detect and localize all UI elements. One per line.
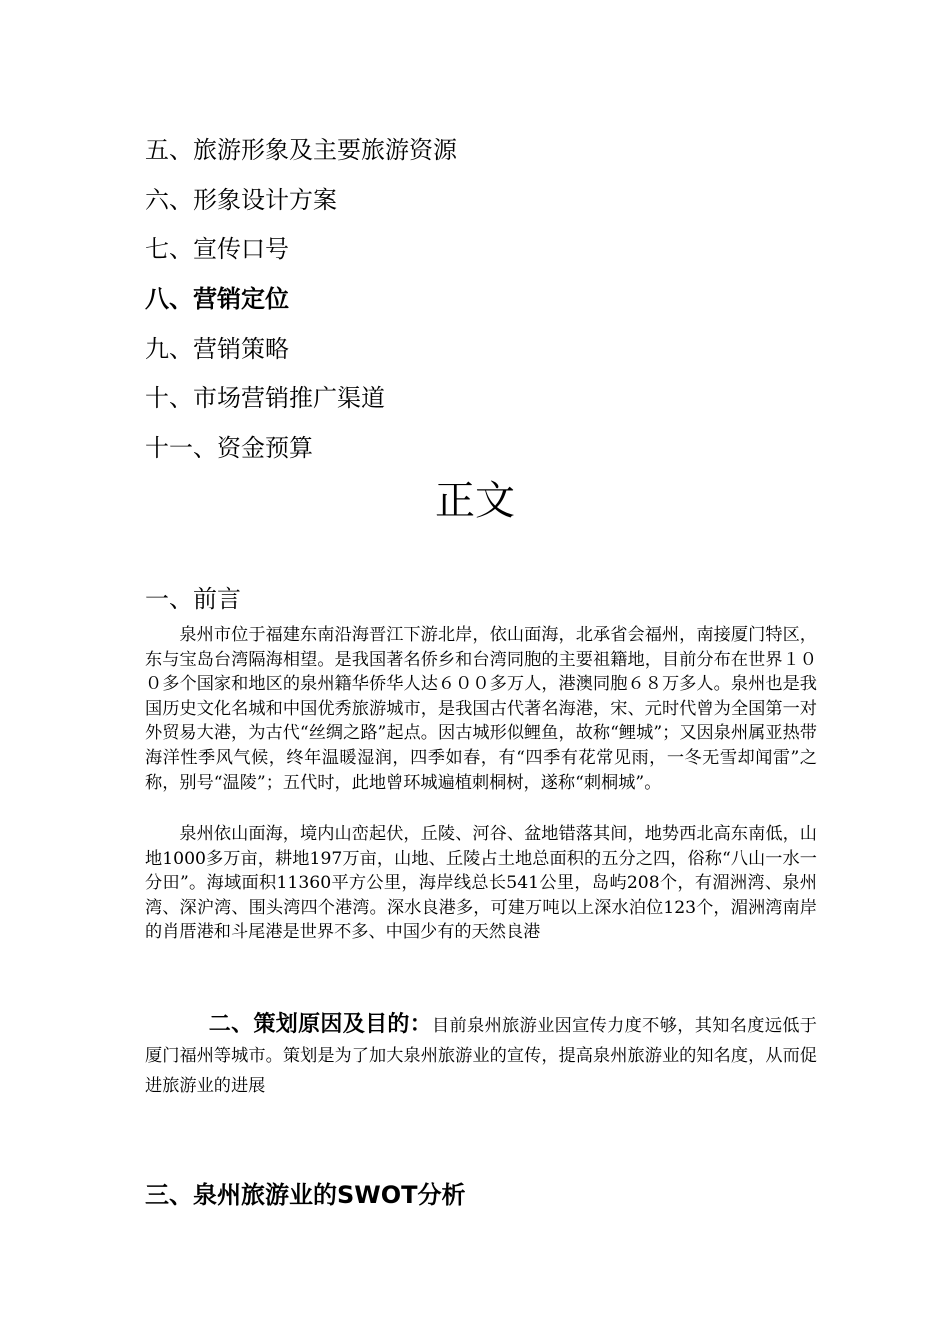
purpose-text: 目前泉州旅游业因宣传力度不够，其知名度远低于厦门福州等城市。策划是为了加大泉州旅游业的宣传，提高泉州旅游业的知名度，从而促进旅游业的进展 — [145, 1016, 817, 1096]
toc-item: 五、旅游形象及主要旅游资源 — [145, 136, 457, 164]
section-heading-purpose: 二、策划原因及目的： — [208, 1012, 433, 1037]
section-heading-swot: 三、泉州旅游业的SWOT分析 — [145, 1181, 466, 1209]
toc-item: 十、市场营销推广渠道 — [145, 384, 385, 412]
body-paragraph: 泉州依山面海，境内山峦起伏，丘陵、河谷、盆地错落其间，地势西北高东南低，山地1000多万亩，耕地197万亩，山地、丘陵占土地总面积的五分之四，俗称“八山一水一分田”。海域面积11360平方公里，海岸线总长541公里，岛屿208个，有湄洲湾、泉州湾、深沪湾、围头湾四个港湾。深水良港多，可建万吨以上深水泊位123个，湄洲湾南岸的肖厝港和斗尾港是世界不多、中国少有的天然良港 — [145, 824, 817, 943]
toc-item: 十一、资金预算 — [145, 434, 313, 462]
section-purpose-paragraph — [145, 1010, 817, 1101]
toc-item: 九、营销策略 — [145, 335, 289, 363]
page-title: 正文 — [435, 478, 515, 524]
section-heading-preface: 一、前言 — [145, 585, 241, 613]
body-paragraph: 泉州市位于福建东南沿海晋江下游北岸，依山面海，北承省会福州，南接厦门特区，东与宝岛台湾隔海相望。是我国著名侨乡和台湾同胞的主要祖籍地，目前分布在世界１００多个国家和地区的泉州籍华侨华人达６００多万人，港澳同胞６８万多人。泉州也是我国历史文化名城和中国优秀旅游城市，是我国古代著名海港，宋、元时代曾为全国第一对外贸易大港，为古代“丝绸之路”起点。因古城形似鲤鱼，故称“鲤城”；又因泉州属亚热带海洋性季风气候，终年温暖湿润，四季如春，有“四季有花常见雨，一冬无雪却闻雷”之称，别号“温陵”；五代时，此地曾环城遍植刺桐树，遂称“刺桐城”。 — [145, 625, 817, 793]
toc-item: 七、宣传口号 — [145, 235, 289, 263]
toc-item: 六、形象设计方案 — [145, 186, 337, 214]
toc-item: 八、营销定位 — [145, 285, 289, 313]
